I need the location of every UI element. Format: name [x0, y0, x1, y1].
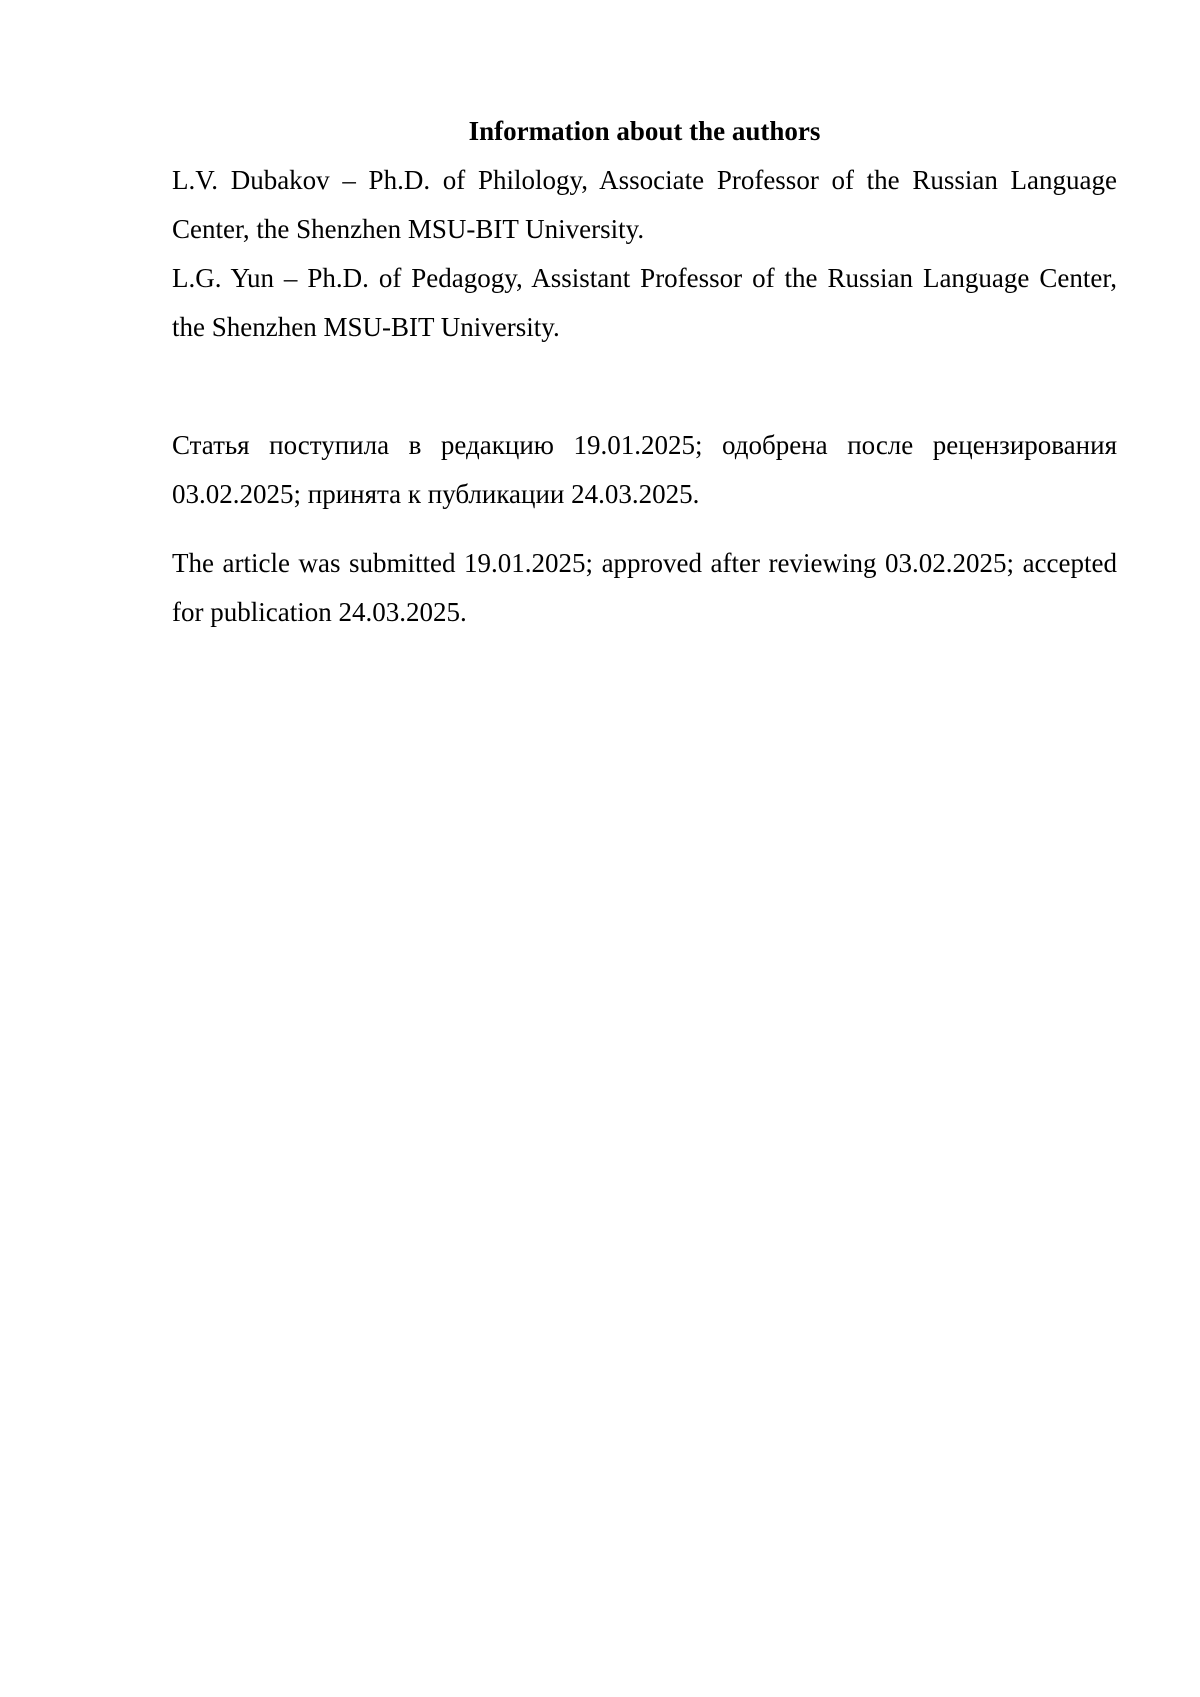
article-history-en: The article was submitted 19.01.2025; approved after reviewing 03.02.2025; accepted for publication 24.03.2025. — [172, 548, 1117, 627]
page-content — [172, 107, 1117, 637]
authors-heading: Information about the authors — [468, 116, 821, 146]
article-history-ru: Статья поступила в редакцию 19.01.2025; одобрена после рецензирования 03.02.2025; принята к публикации 24.03.2025. — [172, 430, 1117, 509]
section-spacer — [172, 352, 1117, 421]
author-info-yun: L.G. Yun – Ph.D. of Pedagogy, Assistant Professor of the Russian Language Center, the Shenzhen MSU-BIT University. — [172, 263, 1117, 342]
paragraph-spacer — [172, 519, 1117, 539]
author-info-dubakov: L.V. Dubakov – Ph.D. of Philology, Associate Professor of the Russian Language Center, the Shenzhen MSU-BIT University. — [172, 165, 1117, 244]
